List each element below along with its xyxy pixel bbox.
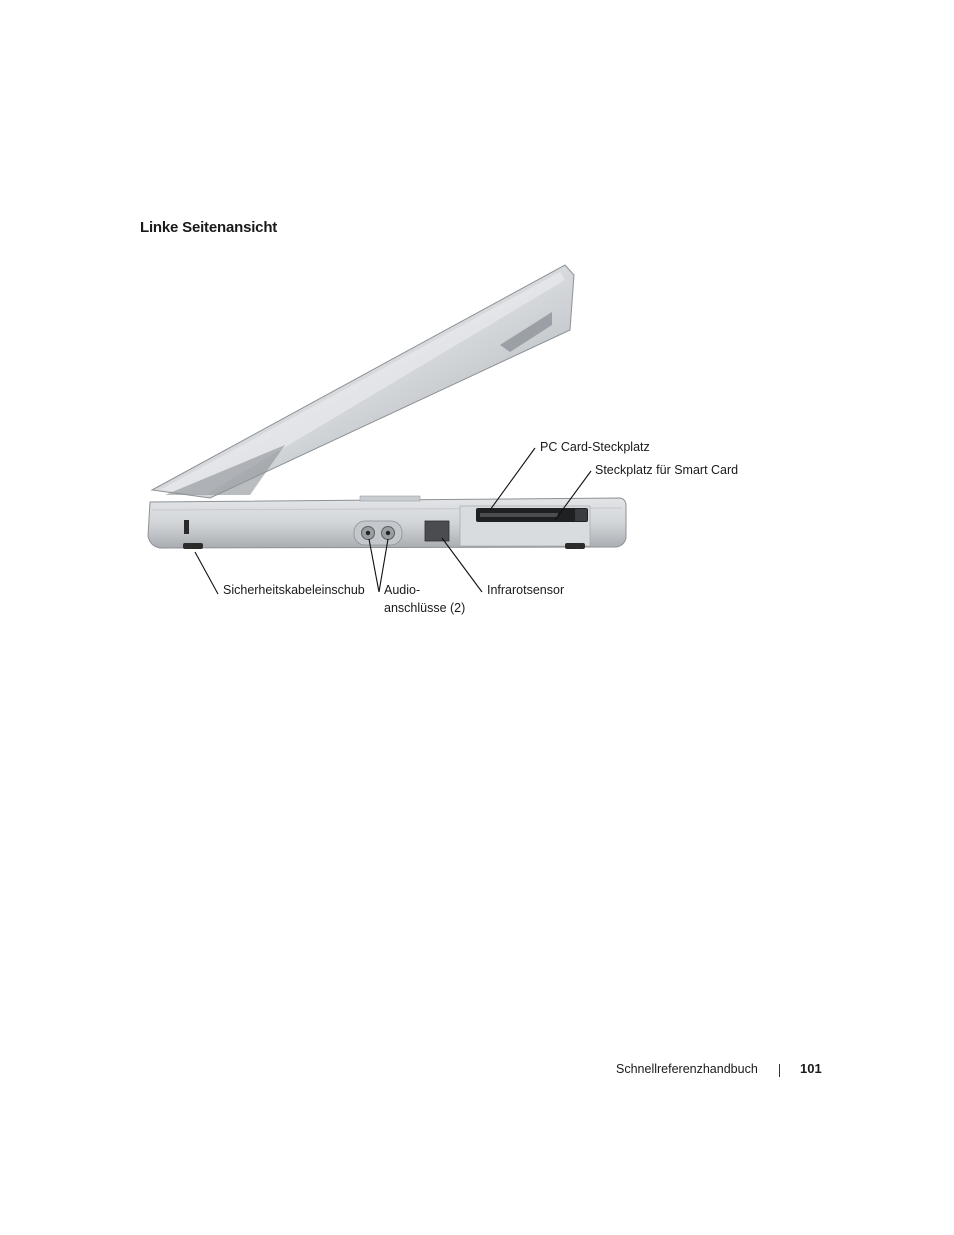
label-security-cable-slot: Sicherheitskabeleinschub xyxy=(223,583,365,597)
label-pc-card-slot: PC Card-Steckplatz xyxy=(540,440,650,454)
label-audio-line2: anschlüsse (2) xyxy=(384,601,466,615)
foot-left xyxy=(183,543,203,549)
laptop-lid xyxy=(152,265,574,498)
label-infrared-sensor: Infrarotsensor xyxy=(487,583,565,597)
footer-page-number: 101 xyxy=(800,1061,822,1076)
section-heading: Linke Seitenansicht xyxy=(140,219,278,236)
foot-right xyxy=(565,543,585,549)
card-slots xyxy=(476,508,588,522)
label-audio-line1: Audio- xyxy=(384,583,421,597)
security-slot xyxy=(184,520,189,534)
audio-jacks xyxy=(354,521,402,545)
footer-separator xyxy=(779,1064,780,1077)
infrared-sensor xyxy=(425,521,449,541)
callout-line-security xyxy=(195,552,218,594)
label-smart-card-slot: Steckplatz für Smart Card xyxy=(595,463,739,477)
footer-book-title: Schnellreferenzhandbuch xyxy=(616,1062,758,1076)
